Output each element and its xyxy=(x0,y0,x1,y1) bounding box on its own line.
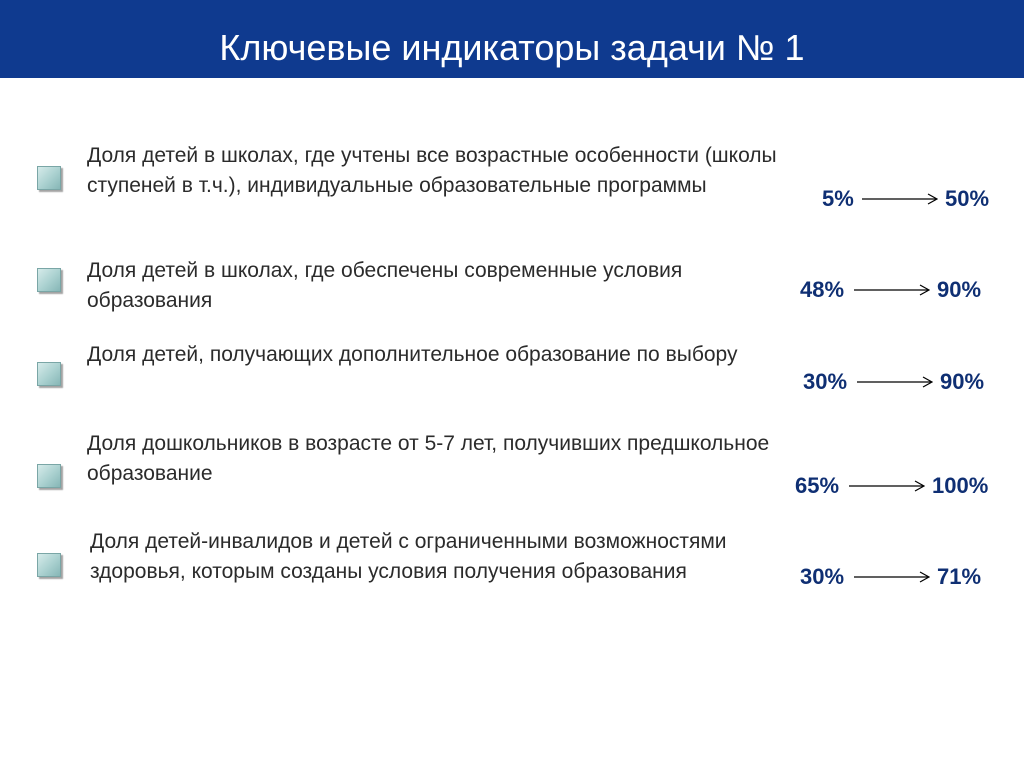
bullet-square-icon xyxy=(37,268,61,292)
right-arrow-icon xyxy=(849,480,925,492)
indicator-start-value: 65% xyxy=(795,473,840,498)
indicator-description: Доля дошкольников в возрасте от 5-7 лет, получивших предшкольное образование xyxy=(87,432,770,485)
indicator-target-value: 50% xyxy=(945,186,990,211)
indicator-target-value: 100% xyxy=(932,473,989,498)
bullet-square-icon xyxy=(37,464,61,488)
bullet-square-icon xyxy=(37,362,61,386)
indicator-target-value: 71% xyxy=(937,564,982,589)
page-title: Ключевые индикаторы задачи № 1 xyxy=(219,27,805,68)
indicator-start-value: 48% xyxy=(800,277,845,302)
bullet-square-icon xyxy=(37,553,61,577)
indicator-target-value: 90% xyxy=(940,369,985,394)
indicator-description: Доля детей-инвалидов и детей с ограниченными возможностями здоровья, которым созданы условия получения образования xyxy=(90,530,727,583)
indicator-target-value: 90% xyxy=(937,277,982,302)
title-bar xyxy=(0,0,1024,78)
bullet-square-icon xyxy=(37,166,61,190)
indicator-start-value: 30% xyxy=(800,564,845,589)
right-arrow-icon xyxy=(854,571,930,583)
indicator-start-value: 5% xyxy=(822,186,854,211)
right-arrow-icon xyxy=(862,193,938,205)
right-arrow-icon xyxy=(857,376,933,388)
indicator-description: Доля детей в школах, где учтены все возрастные особенности (школы ступеней в т.ч.), индивидуальные образовательные программы xyxy=(87,144,777,197)
right-arrow-icon xyxy=(854,284,930,296)
indicator-description: Доля детей, получающих дополнительное образование по выбору xyxy=(87,343,738,366)
indicator-description: Доля детей в школах, где обеспечены современные условия образования xyxy=(87,259,683,312)
indicator-start-value: 30% xyxy=(803,369,848,394)
